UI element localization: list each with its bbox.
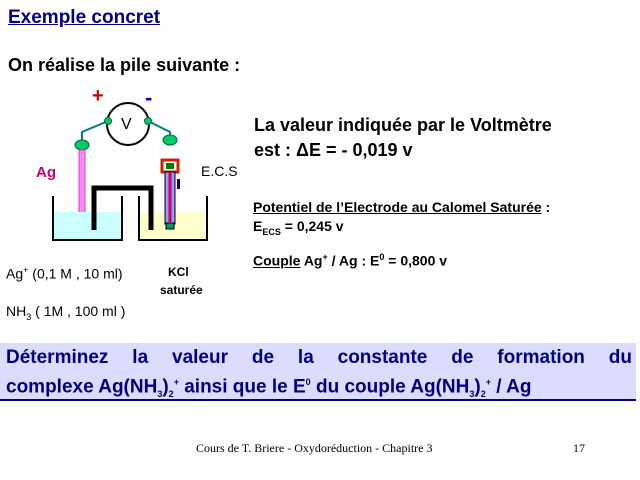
ecs-label: E.C.S — [201, 163, 238, 179]
voltmeter-right-terminal — [145, 118, 152, 125]
kcl-label-line2: saturée — [160, 283, 203, 297]
minus-sign: - — [145, 85, 153, 110]
question-text — [6, 345, 632, 407]
solution2-label: $NH_3$ ( 1M , 100 ml ) — [6, 303, 126, 322]
question-line1: Déterminez la valeur de la constante de formation du — [6, 347, 632, 368]
question-box — [0, 343, 636, 401]
ag-connector — [75, 140, 89, 150]
voltmeter-reading-line1: La valeur indiquée par le Voltmètre — [254, 115, 552, 135]
page-number: 17 — [573, 441, 585, 455]
ecs-tip — [166, 223, 174, 229]
voltmeter-label: V — [121, 116, 132, 133]
question-line2: complexe $Ag(NH_3)_2^+$ ainsi que le $E^0$ du couple $Ag(NH_3)_2^+$ / Ag — [6, 376, 532, 400]
slide-subtitle: On réalise la pile suivante : — [8, 55, 241, 75]
kcl-label-line1: KCl — [168, 265, 189, 279]
voltmeter-left-terminal — [105, 118, 112, 125]
left-solution — [53, 212, 122, 240]
ecs-potential-title: Potentiel de l’Electrode au Calomel Saturée : — [253, 199, 551, 215]
ecs-connector — [163, 135, 177, 145]
ecs-potential-value: $E_{ECS} = 0,245$ v — [253, 218, 344, 237]
slide-title: Exemple concret — [8, 7, 161, 28]
plus-sign: + — [92, 85, 104, 107]
ecs-cap-inner — [166, 163, 174, 169]
couple-potential: Couple Ag+ / Ag : $E^0 = 0,800$ v — [253, 252, 448, 269]
ag-label: Ag — [36, 164, 56, 181]
footer-course: Cours de T. Briere - Oxydoréduction - Chapitre 3 — [196, 441, 433, 455]
voltmeter-reading-line2: est : ΔE = - 0,019 v — [254, 140, 413, 160]
solution1-label: Ag+ (0,1 M , 10 ml) — [6, 265, 123, 282]
ecs-side-port — [177, 179, 180, 189]
ecs-inner-rod — [169, 172, 172, 222]
